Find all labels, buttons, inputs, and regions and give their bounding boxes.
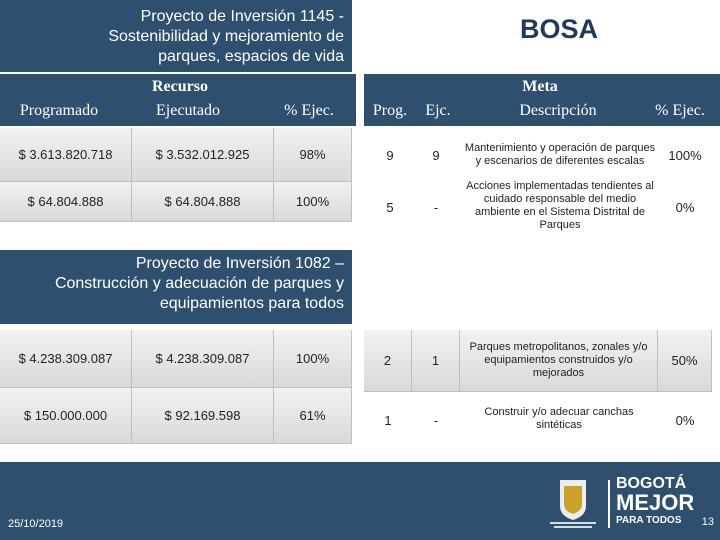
row3-prog: 2 xyxy=(364,330,412,392)
project-1145-title-line2: Sostenibilidad y mejoramiento de xyxy=(108,28,344,45)
header-ejecutado: Ejecutado xyxy=(156,102,220,119)
row4-pct: 61% xyxy=(274,388,352,444)
project-1082-title-line1: Proyecto de Inversión 1082 – xyxy=(135,255,344,272)
logo-line2: MEJOR xyxy=(616,490,695,515)
row3-pct: 100% xyxy=(274,330,352,388)
project-1082-title-line2: Construcción y adecuación de parques y xyxy=(54,275,344,292)
bogota-seal-logo xyxy=(548,478,598,530)
project-1082-title-line3: equipamientos para todos xyxy=(159,295,344,312)
footer-bar xyxy=(0,462,720,540)
row2-ejc: - xyxy=(433,199,439,215)
row1-meta-pct: 100% xyxy=(668,147,702,163)
row2-pct: 100% xyxy=(274,182,352,222)
header-recurso: Recurso xyxy=(152,78,208,95)
row1-ejc: 9 xyxy=(432,147,440,163)
logo-line1: BOGOTÁ xyxy=(616,475,687,492)
row3-desc: Parques metropolitanos, zonales y/o equipamientos construidos y/o mejorados xyxy=(460,330,658,392)
header-prog: Prog. xyxy=(372,102,408,119)
header-pct-ejec-meta: % Ejec. xyxy=(655,102,705,119)
project-1145-title-line3: parques, espacios de vida xyxy=(158,48,344,65)
row4-ejecutado: $ 92.169.598 xyxy=(132,388,274,444)
row1-prog: 9 xyxy=(386,147,394,163)
row1-ejecutado: $ 3.532.012.925 xyxy=(132,128,274,182)
locality-title: BOSA xyxy=(520,14,599,44)
header-pct-ejec: % Ejec. xyxy=(284,102,334,119)
bogota-mejor-logo xyxy=(616,476,696,532)
row4-prog: 1 xyxy=(384,412,392,428)
header-descripcion: Descripción xyxy=(519,102,597,119)
project-1145-title-line1: Proyecto de Inversión 1145 - xyxy=(140,8,344,25)
row3-ejecutado: $ 4.238.309.087 xyxy=(132,330,274,388)
row4-meta-pct: 0% xyxy=(675,412,695,428)
row4-programado: $ 150.000.000 xyxy=(0,388,132,444)
footer-date: 25/10/2019 xyxy=(8,518,64,530)
header-meta: Meta xyxy=(522,78,558,95)
project-1145-title xyxy=(0,7,344,67)
row2-ejecutado: $ 64.804.888 xyxy=(132,182,274,222)
row3-meta-pct: 50% xyxy=(658,330,712,392)
row1-pct: 98% xyxy=(274,128,352,182)
row1-programado: $ 3.613.820.718 xyxy=(0,128,132,182)
header-ejc: Ejc. xyxy=(425,102,451,119)
row2-prog: 5 xyxy=(386,199,394,215)
row2-programado: $ 64.804.888 xyxy=(0,182,132,222)
row4-ejc: - xyxy=(433,412,439,428)
row1-desc: Mantenimiento y operación de parques y escenarios de diferentes escalas xyxy=(464,142,656,167)
project-1082-title xyxy=(0,254,344,314)
logo-line3: PARA TODOS xyxy=(616,515,682,526)
page-number: 13 xyxy=(701,516,714,528)
row4-desc: Construir y/o adecuar canchas sintéticas xyxy=(484,406,634,431)
row2-desc: Acciones implementadas tendientes al cuidado responsable del medio ambiente en el Sistema Distrital de Parques xyxy=(466,180,654,231)
row3-programado: $ 4.238.309.087 xyxy=(0,330,132,388)
row2-meta-pct: 0% xyxy=(675,199,695,215)
logo-divider xyxy=(608,480,610,528)
row3-ejc: 1 xyxy=(412,330,460,392)
header-programado: Programado xyxy=(19,102,99,119)
